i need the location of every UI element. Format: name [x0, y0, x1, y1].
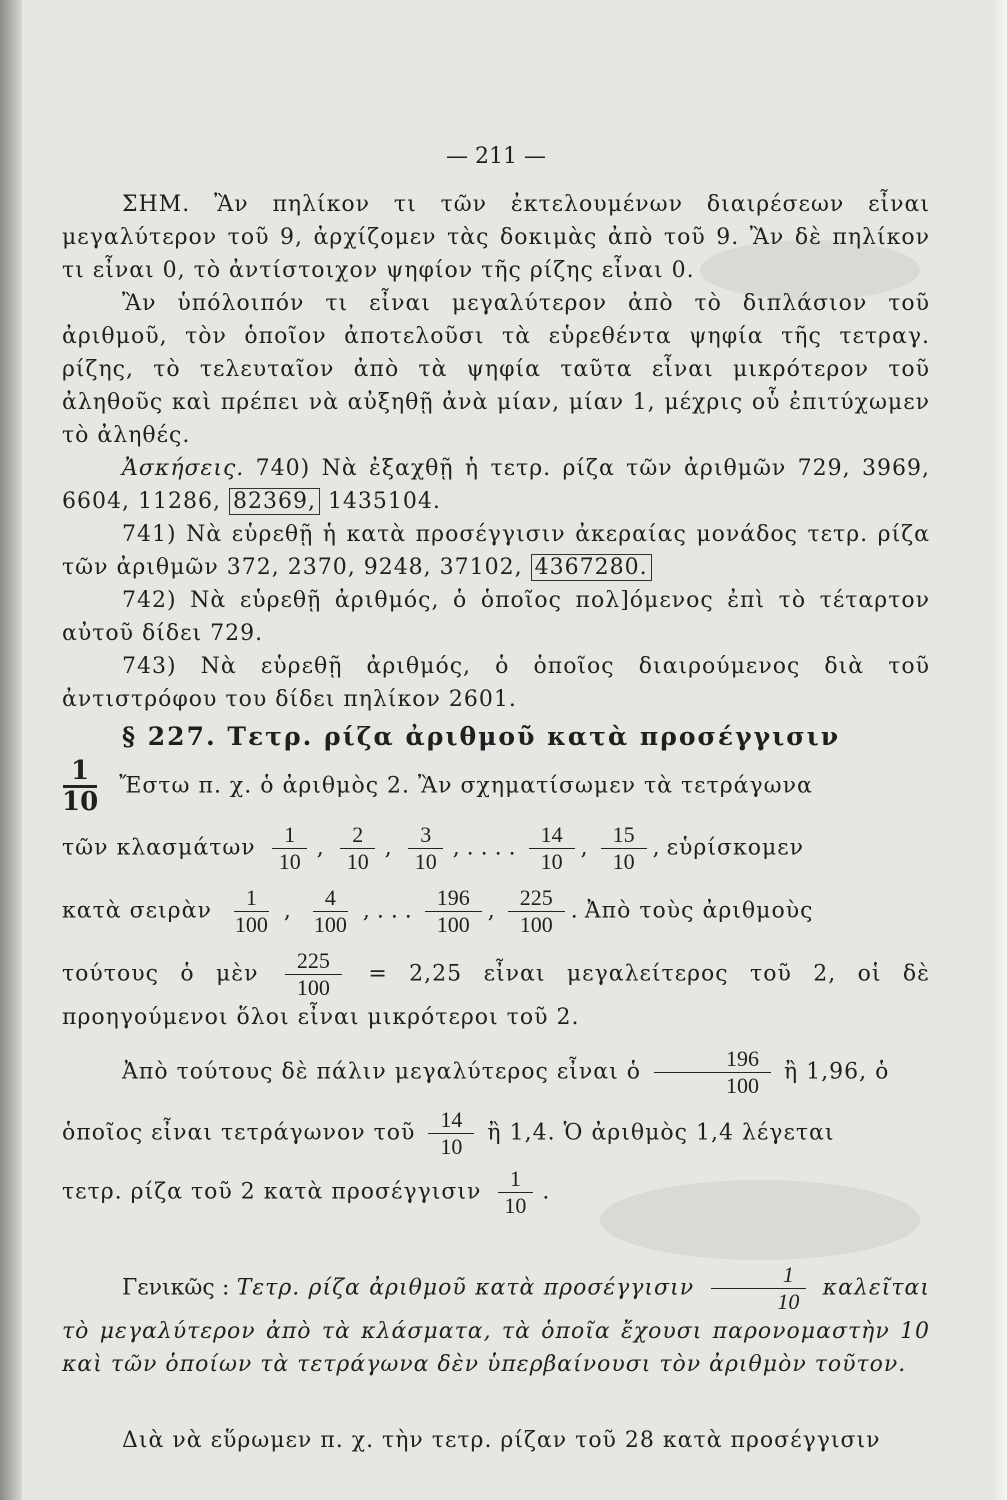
squares-line: κατὰ σειρὰν $\frac{1}{100}$ , $\frac{4}{100}$ , . . . $\frac{196}{100}$ , $\frac{225}{100}$ . Ἀπὸ τοὺς ἀριθμοὺς	[62, 885, 814, 937]
fraction-1-10: $\frac{1}{10}$	[494, 1166, 536, 1219]
squares-tail: Ἀπὸ τοὺς ἀριθμοὺς	[584, 898, 814, 924]
heading-fraction-numerator: 1	[63, 757, 97, 788]
fraction: $\frac{1}{10}$	[269, 822, 311, 875]
general-paragraph	[62, 1262, 930, 1381]
section-heading: § 227. Τετρ. ρίζα ἀριθμοῦ κατὰ προσέγγισιν	[122, 722, 841, 751]
fraction: $\frac{196}{100}$	[425, 885, 482, 938]
line-1-lead: τετρ. ρίζα τοῦ 2 κατὰ προσέγγισιν	[62, 1179, 482, 1205]
line-225-lead: τούτους ὁ μὲν	[62, 961, 259, 987]
note-paragraph-1: ΣΗΜ. Ἂν πηλίκον τι τῶν ἐκτελουμένων διαιρέσεων εἶναι μεγαλύτερον τοῦ 9, ἀρχίζομεν τὰς δοκιμὰς ἀπὸ τοῦ 9. Ἂν δὲ πηλίκον τι εἶναι 0, τὸ ἀντίστοιχον ψηφίον τῆς ρίζης εἶναι 0.	[62, 192, 930, 283]
exercise-740-text: 740) Νὰ ἐξαχθῇ ἡ τετρ. ρίζα τῶν ἀριθμῶν 729, 3969, 6604, 11286,	[62, 456, 930, 514]
last-line	[62, 1424, 930, 1457]
fraction-225: $\frac{225}{100}$	[285, 948, 342, 1001]
fraction: $\frac{14}{10}$	[529, 822, 575, 875]
boxed-number-82369: 82369,	[229, 488, 320, 515]
line-196	[62, 1046, 930, 1099]
general-lead: Γενικῶς :	[122, 1275, 230, 1301]
note-paragraph-2: Ἂν ὑπόλοιπόν τι εἶναι μεγαλύτερον ἀπὸ τὸ διπλάσιον τοῦ ἀριθμοῦ, τὸν ὁποῖον ἀποτελοῦσι τὰ εὑρεθέντα ψηφία τῆς τετραγ. ρίζης, τὸ τελευταῖον ἀπὸ τὰ ψηφία ταῦτα εἶναι μικρότερον τοῦ ἀληθοῦς καὶ πρέπει νὰ αὐξηθῇ ἀνὰ μίαν, μίαν 1, μέχρις οὗ ἐπιτύχωμεν τὸ ἀληθές.	[62, 291, 930, 448]
fraction: $\frac{15}{10}$	[601, 822, 647, 875]
section-intro	[62, 757, 930, 816]
line-1	[62, 1166, 930, 1219]
line-196-lead: Ἀπὸ τούτους δὲ πάλιν μεγαλύτερος εἶναι ὁ	[122, 1059, 641, 1085]
page-number: — 211 —	[446, 144, 546, 169]
fraction: $\frac{3}{10}$	[405, 822, 447, 875]
squares-label: κατὰ σειρὰν	[62, 898, 212, 924]
exercise-743: 743) Νὰ εὑρεθῇ ἀριθμός, ὁ ὁποῖος διαιρούμενος διὰ τοῦ ἀντιστρόφου του δίδει πηλίκον 2601.	[62, 654, 930, 712]
boxed-number-4367280: 4367280.	[531, 554, 652, 581]
line-14	[62, 1107, 930, 1160]
general-definition	[62, 1262, 930, 1381]
section-intro-text: Ἔστω π. χ. ὁ ἀριθμὸς 2. Ἂν σχηματίσωμεν τὰ τετράγωνα	[119, 773, 813, 799]
exercise-741-text: 741) Νὰ εὑρεθῇ ἡ κατὰ προσέγγισιν ἀκεραίας μονάδος τετρ. ρίζα τῶν ἀριθμῶν 372, 2370, 9248, 37102,	[62, 522, 930, 580]
fraction: $\frac{2}{10}$	[337, 822, 379, 875]
exercises-block	[62, 452, 930, 716]
line-196-tail: ἢ 1,96, ὁ	[783, 1059, 890, 1085]
last-line-text: Διὰ νὰ εὕρωμεν π. χ. τὴν τετρ. ρίζαν τοῦ 28 κατὰ προσέγγισιν	[122, 1428, 881, 1453]
line-225	[62, 948, 930, 1034]
general-text-b: καλεῖται τὸ μεγαλύτερον ἀπὸ τὰ κλάσματα, τὰ ὁποῖα ἔχουσι παρονομαστὴν 10 καὶ τῶν ὁποίων τὰ τετράγωνα δὲν ὑπερβαίνουσι τὸν ἀριθμὸν τοῦτον.	[62, 1275, 930, 1377]
line-1-tail: .	[542, 1179, 550, 1205]
fraction-14: $\frac{14}{10}$	[428, 1107, 474, 1160]
exercise-740-tail: 1435104.	[327, 489, 441, 514]
note-block	[62, 188, 930, 452]
fractions-tail: εὑρίσκομεν	[666, 835, 805, 861]
exercise-740	[62, 452, 930, 518]
line-14-lead: ὁποῖος εἶναι τετράγωνον τοῦ	[62, 1120, 416, 1146]
line-14-tail: ἢ 1,4. Ὁ ἀριθμὸς 1,4 λέγεται	[487, 1120, 835, 1146]
exercises-label: Ἀσκήσεις.	[122, 456, 245, 481]
fractions-line: τῶν κλασμάτων $\frac{1}{10}$ , $\frac{2}{10}$ , $\frac{3}{10}$ , . . . . $\frac{14}{10}$ , $\frac{15}{10}$ , εὑρίσκομεν	[62, 822, 805, 874]
heading-fraction-denominator: 10	[62, 787, 99, 817]
fractions-label: τῶν κλασμάτων	[62, 835, 256, 861]
fraction-196: $\frac{196}{100}$	[654, 1046, 771, 1099]
fraction: $\frac{1}{100}$	[234, 885, 268, 937]
general-fraction: $\frac{1}{10}$	[707, 1262, 809, 1315]
fraction: $\frac{225}{100}$	[508, 885, 565, 938]
exercise-742: 742) Νὰ εὑρεθῇ ἀριθμός, ὁ ὁποῖος πολ]όμενος ἐπὶ τὸ τέταρτον αὐτοῦ δίδει 729.	[62, 588, 930, 646]
line-225-tail: = 2,25 εἶναι μεγαλείτερος τοῦ 2, οἱ δὲ προηγούμενοι ὅλοι εἶναι μικρότεροι τοῦ 2.	[62, 961, 930, 1030]
general-text-a: Τετρ. ρίζα ἀριθμοῦ κατὰ προσέγγισιν	[236, 1275, 695, 1301]
fraction: $\frac{4}{100}$	[313, 885, 347, 937]
heading-fraction	[62, 757, 98, 816]
exercise-741	[62, 518, 930, 584]
section-227	[62, 720, 930, 1219]
